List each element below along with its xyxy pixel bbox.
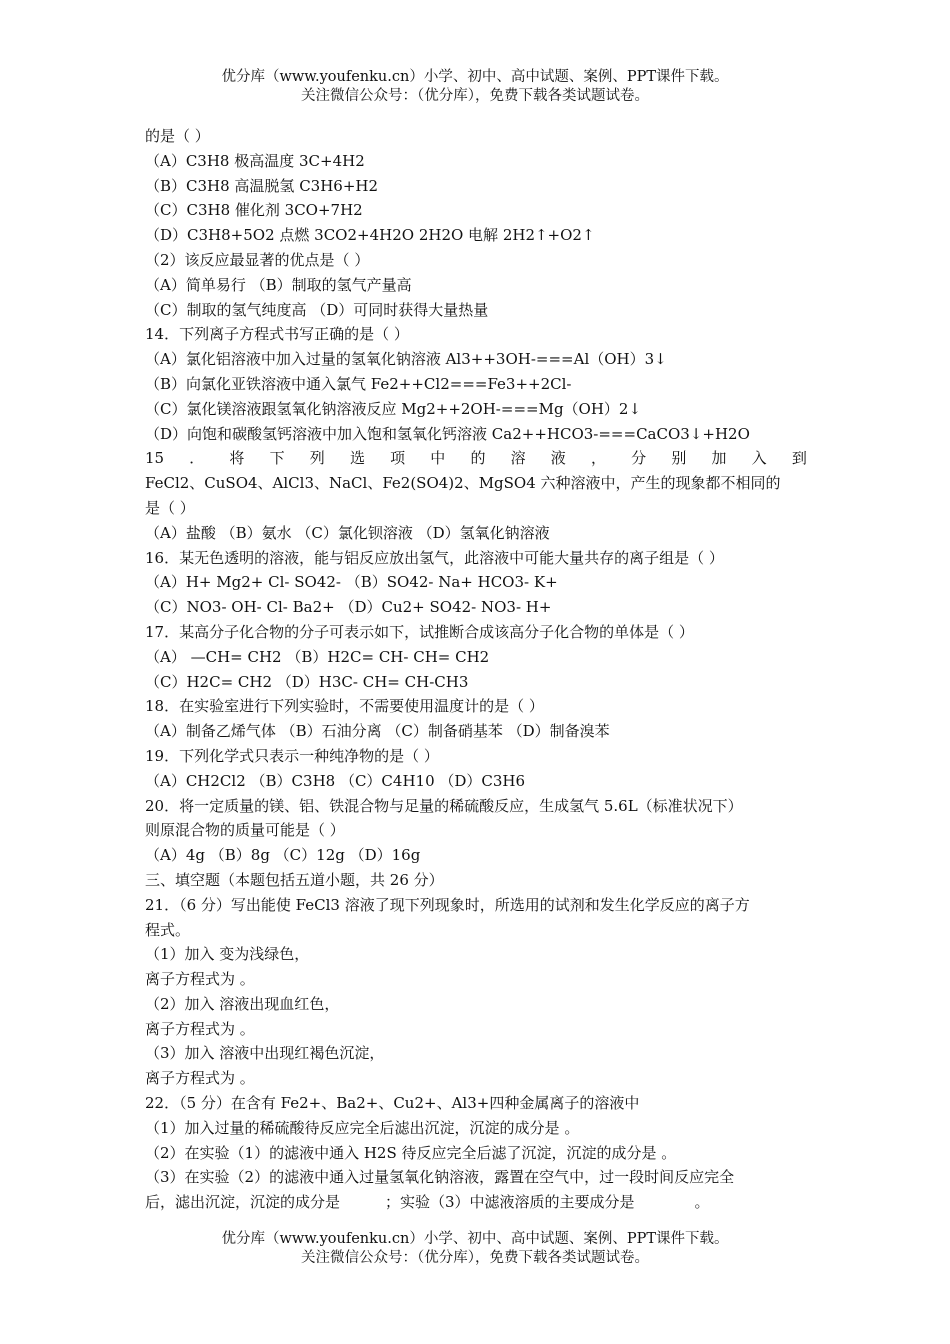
option-line: （A）H+ Mg2+ Cl- SO42- （B）SO42- Na+ HCO3- K+ bbox=[145, 573, 558, 592]
question-17: 17．某高分子化合物的分子可表示如下，试推断合成该高分子化合物的单体是（ ） bbox=[145, 622, 694, 641]
option-line: （A）氯化铝溶液中加入过量的氢氧化钠溶液 Al3++3OH-===Al（OH）3↓ bbox=[145, 350, 667, 369]
page-footer bbox=[0, 1230, 950, 1268]
justified-word: 分 bbox=[631, 449, 647, 468]
justified-word: 别 bbox=[671, 449, 687, 468]
text-line: 后，滤出沉淀，沉淀的成分是 ；实验（3）中滤液溶质的主要成分是 。 bbox=[145, 1193, 710, 1212]
footer-line-1: 优分库（www.youfenku.cn）小学、初中、高中试题、案例、PPT课件下载。 bbox=[221, 1231, 729, 1247]
option-line: （A）制备乙烯气体 （B）石油分离 （C）制备硝基苯 （D）制备溴苯 bbox=[145, 722, 610, 741]
option-line: （C）H2C= CH2 （D）H3C- CH= CH-CH3 bbox=[145, 672, 469, 691]
option-line: （C）NO3- OH- Cl- Ba2+ （D）Cu2+ SO42- NO3- H+ bbox=[145, 598, 552, 617]
question-21: 21．（6 分）写出能使 FeCl3 溶液了现下列现象时，所选用的试剂和发生化学反应的离子方 bbox=[145, 895, 750, 914]
justified-word: 下 bbox=[269, 449, 285, 468]
text-line: （1）加入过量的稀硫酸待反应完全后滤出沉淀，沉淀的成分是 。 bbox=[145, 1118, 580, 1137]
question-14: 14．下列离子方程式书写正确的是（ ） bbox=[145, 325, 409, 344]
text-line: （2）在实验（1）的滤液中通入 H2S 待反应完全后滤了沉淀，沉淀的成分是 。 bbox=[145, 1143, 677, 1162]
header-line-1: 优分库（www.youfenku.cn）小学、初中、高中试题、案例、PPT课件下载。 bbox=[221, 69, 729, 85]
justified-word: 溶 bbox=[510, 449, 526, 468]
text-line: FeCl2、CuSO4、AlCl3、NaCl、Fe2(SO4)2、MgSO4 六种溶液中，产生的现象都不相同的 bbox=[145, 474, 781, 493]
justified-word: 中 bbox=[430, 449, 446, 468]
question-16: 16．某无色透明的溶液，能与铝反应放出氢气，此溶液中可能大量共存的离子组是（ ） bbox=[145, 548, 724, 567]
text-line: 是（ ） bbox=[145, 498, 195, 517]
justified-word: ， bbox=[590, 449, 606, 468]
text-line: （1）加入 变为浅绿色， bbox=[145, 945, 310, 964]
option-line: （C）C3H8 催化剂 3CO+7H2 bbox=[145, 201, 363, 220]
text-line: 离子方程式为 。 bbox=[145, 970, 255, 989]
section-heading: 三、填空题（本题包括五道小题，共 26 分） bbox=[145, 870, 444, 889]
justified-word: 将 bbox=[229, 449, 245, 468]
justified-word: 液 bbox=[550, 449, 566, 468]
option-line: （D）C3H8+5O2 点燃 3CO2+4H2O 2H2O 电解 2H2↑+O2↑ bbox=[145, 226, 595, 245]
option-line: （A）C3H8 极高温度 3C+4H2 bbox=[145, 151, 365, 170]
option-line: （B）C3H8 高温脱氢 C3H6+H2 bbox=[145, 176, 379, 195]
text-line: 的是（ ） bbox=[145, 127, 210, 145]
justified-word: 列 bbox=[309, 449, 325, 468]
option-line: （B）向氯化亚铁溶液中通入氯气 Fe2++Cl2===Fe3++2Cl- bbox=[145, 374, 572, 393]
justified-word: ． bbox=[189, 449, 205, 468]
question-19: 19．下列化学式只表示一种纯净物的是（ ） bbox=[145, 746, 439, 765]
option-line: （C）氯化镁溶液跟氢氧化钠溶液反应 Mg2++2OH-===Mg（OH）2↓ bbox=[145, 399, 642, 418]
option-line: （A）盐酸 （B）氨水 （C）氯化钡溶液 （D）氢氧化钠溶液 bbox=[145, 523, 550, 542]
page-header bbox=[0, 68, 950, 106]
justified-word: 加 bbox=[711, 449, 727, 468]
justified-word: 的 bbox=[470, 449, 486, 468]
text-line: （3）在实验（2）的滤液中通入过量氢氧化钠溶液，露置在空气中，过一段时间反应完全 bbox=[145, 1168, 735, 1187]
text-line: （2）加入 溶液出现血红色， bbox=[145, 994, 340, 1013]
text-line: 则原混合物的质量可能是（ ） bbox=[145, 821, 345, 840]
justified-word: 入 bbox=[751, 449, 767, 468]
question-line: （2）该反应最显著的优点是（ ） bbox=[145, 250, 370, 269]
header-line-2: 关注微信公众号：（优分库），免费下载各类试题试卷。 bbox=[301, 88, 649, 104]
text-line: 离子方程式为 。 bbox=[145, 1019, 255, 1038]
footer-line-2: 关注微信公众号：（优分库），免费下载各类试题试卷。 bbox=[301, 1250, 649, 1266]
option-line: （A）CH2Cl2 （B）C3H8 （C）C4H10 （D）C3H6 bbox=[145, 771, 526, 790]
question-18: 18．在实验室进行下列实验时，不需要使用温度计的是（ ） bbox=[145, 697, 544, 716]
option-line: （D）向饱和碳酸氢钙溶液中加入饱和氢氧化钙溶液 Ca2++HCO3-===CaCO3↓+H2O bbox=[145, 424, 750, 443]
justified-word: 选 bbox=[349, 449, 365, 468]
text-line: 离子方程式为 。 bbox=[145, 1069, 255, 1088]
document-body bbox=[145, 124, 807, 1215]
text-line: （3）加入 溶液中出现红褐色沉淀， bbox=[145, 1044, 385, 1063]
question-15-justified-line bbox=[145, 446, 807, 471]
option-line: （A）4g （B）8g （C）12g （D）16g bbox=[145, 846, 421, 865]
justified-word: 15 bbox=[145, 449, 165, 468]
justified-word: 到 bbox=[791, 449, 807, 468]
text-line: 程式。 bbox=[145, 920, 191, 939]
justified-word: 项 bbox=[390, 449, 406, 468]
option-line: （A） —CH= CH2 （B）H2C= CH- CH= CH2 bbox=[145, 647, 490, 666]
question-22: 22．（5 分）在含有 Fe2+、Ba2+、Cu2+、Al3+四种金属离子的溶液中 bbox=[145, 1094, 640, 1113]
option-line: （C）制取的氢气纯度高 （D）可同时获得大量热量 bbox=[145, 300, 489, 319]
option-line: （A）简单易行 （B）制取的氢气产量高 bbox=[145, 275, 412, 294]
question-20: 20．将一定质量的镁、铝、铁混合物与足量的稀硫酸反应，生成氢气 5.6L（标准状况下） bbox=[145, 796, 743, 815]
